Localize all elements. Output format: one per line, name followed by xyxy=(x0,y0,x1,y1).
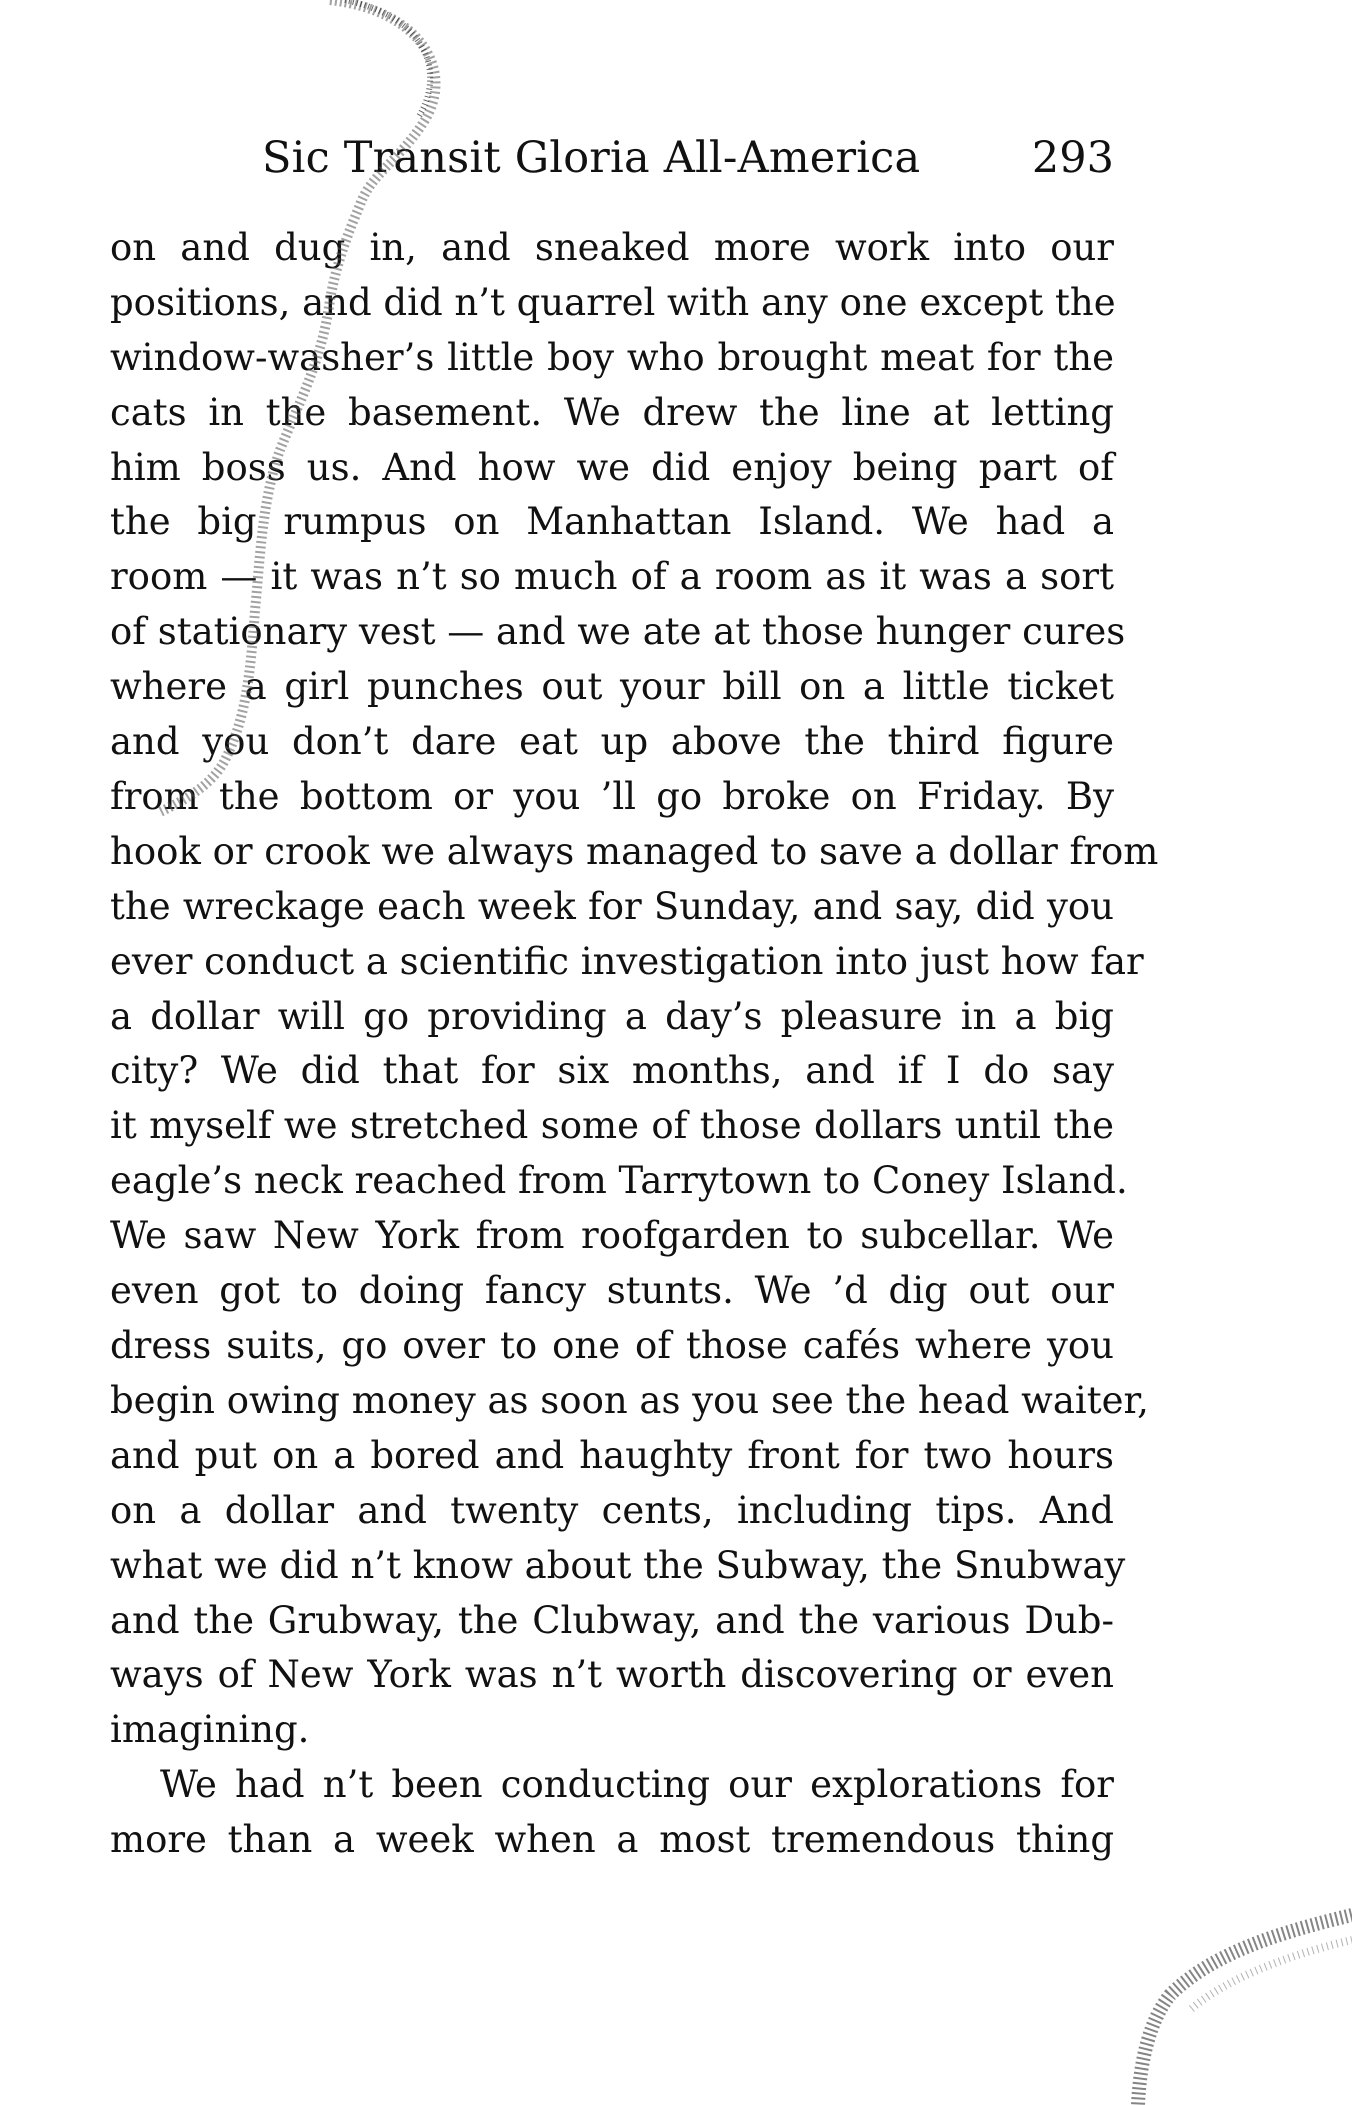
text-line: and you don’t dare eat up above the third figure xyxy=(110,720,1114,763)
text-line: it myself we stretched some of those dollars until the xyxy=(110,1104,1114,1147)
text-line: ways of New York was n’t worth discovering or even xyxy=(110,1653,1114,1696)
text-line: and the Grubway, the Clubway, and the various Dub- xyxy=(110,1599,1114,1642)
page-number: 293 xyxy=(1031,133,1114,183)
text-line: and put on a bored and haughty front for two hours xyxy=(110,1434,1114,1477)
text-line: even got to doing fancy stunts. We ’d dig out our xyxy=(110,1269,1114,1312)
text-line: of stationary vest — and we ate at those hunger cures xyxy=(110,610,1126,653)
text-line: the wreckage each week for Sunday, and say, did you xyxy=(110,885,1114,928)
text-line: where a girl punches out your bill on a little ticket xyxy=(110,665,1114,708)
text-line: hook or crook we always managed to save a dollar from xyxy=(110,830,1159,873)
text-line: dress suits, go over to one of those cafés where you xyxy=(110,1324,1114,1367)
text-line: window-washer’s little boy who brought meat for the xyxy=(110,336,1114,379)
text-line: eagle’s neck reached from Tarrytown to Coney Island. xyxy=(110,1159,1128,1202)
text-line: a dollar will go providing a day’s pleasure in a big xyxy=(110,995,1114,1038)
page-header xyxy=(262,133,1114,193)
text-line: imagining. xyxy=(110,1708,310,1751)
text-line: on and dug in, and sneaked more work into our xyxy=(110,226,1114,269)
text-line: begin owing money as soon as you see the head waiter, xyxy=(110,1379,1149,1422)
running-head: Sic Transit Gloria All-America xyxy=(262,133,921,183)
text-line: We saw New York from roofgarden to subcellar. We xyxy=(110,1214,1114,1257)
text-line: ever conduct a scientific investigation into just how far xyxy=(110,940,1144,983)
text-line: more than a week when a most tremendous thing xyxy=(110,1818,1114,1861)
text-line: from the bottom or you ’ll go broke on Friday. By xyxy=(110,775,1114,818)
text-line: him boss us. And how we did enjoy being part of xyxy=(110,446,1114,489)
text-line: We had n’t been conducting our explorations for xyxy=(160,1763,1114,1806)
text-line: positions, and did n’t quarrel with any one except the xyxy=(110,281,1116,324)
text-line: city? We did that for six months, and if I do say xyxy=(110,1049,1114,1092)
text-line: the big rumpus on Manhattan Island. We had a xyxy=(110,500,1114,543)
text-line: room — it was n’t so much of a room as it was a sort xyxy=(110,555,1114,598)
text-line: on a dollar and twenty cents, including tips. And xyxy=(110,1489,1114,1532)
text-line: cats in the basement. We drew the line at letting xyxy=(110,391,1114,434)
text-line: what we did n’t know about the Subway, the Snubway xyxy=(110,1544,1126,1587)
